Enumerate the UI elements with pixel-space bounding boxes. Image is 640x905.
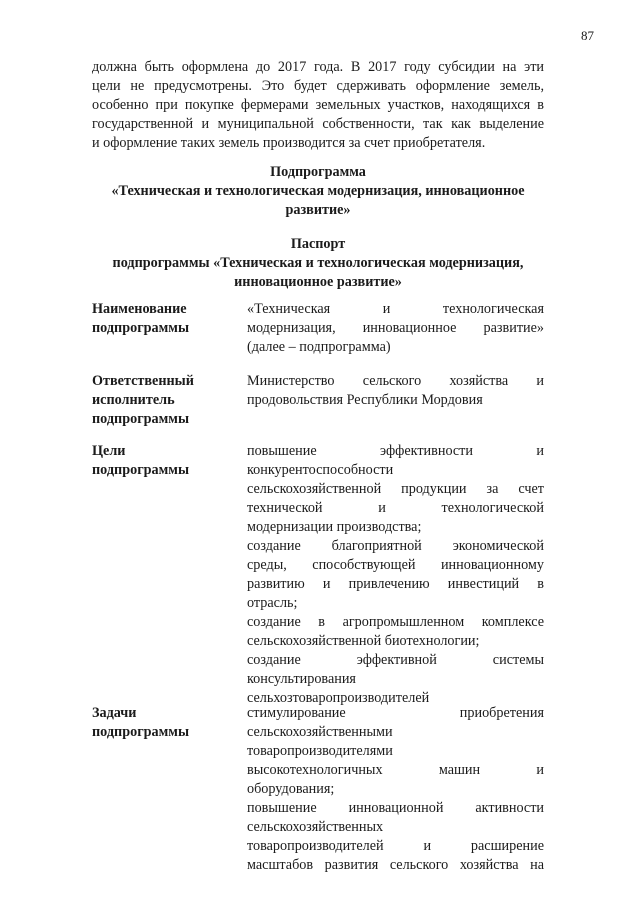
passport-row-goals bbox=[92, 442, 544, 708]
value-line: создание эффективной системы bbox=[247, 652, 544, 668]
row-value bbox=[247, 442, 544, 708]
passport-heading-line: инновационное развитие» bbox=[234, 274, 402, 290]
value-line: технической и технологической bbox=[247, 500, 544, 516]
passport-heading-line: подпрограммы «Техническая и технологическая модернизация, bbox=[112, 255, 524, 271]
intro-paragraph bbox=[92, 58, 544, 153]
value-line: создание в агропромышленном комплексе bbox=[247, 614, 544, 630]
value-line: модернизации производства; bbox=[247, 519, 422, 535]
value-line: отрасль; bbox=[247, 595, 298, 611]
subprogram-heading bbox=[92, 163, 544, 220]
passport-heading-line: Паспорт bbox=[290, 236, 346, 252]
value-line: (далее – подпрограмма) bbox=[247, 339, 391, 355]
value-line: «Техническая и технологическая bbox=[247, 301, 544, 317]
label-line: исполнитель bbox=[92, 392, 175, 408]
label-line: подпрограммы bbox=[92, 724, 190, 740]
value-line: повышение эффективности и bbox=[247, 443, 544, 459]
passport-row-executor bbox=[92, 372, 544, 429]
label-line: Цели bbox=[92, 443, 126, 459]
intro-line: государственной и муниципальной собственности, так как выделение bbox=[92, 116, 544, 132]
label-line: подпрограммы bbox=[92, 411, 190, 427]
row-value bbox=[247, 300, 544, 357]
row-label bbox=[92, 300, 247, 357]
passport-heading bbox=[92, 235, 544, 292]
value-line: сельскохозяйственными bbox=[247, 724, 393, 740]
row-value bbox=[247, 704, 544, 875]
value-line: сельскохозяйственной продукции за счет bbox=[247, 481, 544, 497]
passport-row-tasks bbox=[92, 704, 544, 875]
subprogram-heading-line: развитие» bbox=[285, 202, 351, 218]
value-line: развитию и привлечению инвестиций в bbox=[247, 576, 544, 592]
label-line: Наименование bbox=[92, 301, 187, 317]
row-label bbox=[92, 704, 247, 875]
value-line: создание благоприятной экономической bbox=[247, 538, 544, 554]
value-line: продовольствия Республики Мордовия bbox=[247, 392, 483, 408]
label-line: Задачи bbox=[92, 705, 137, 721]
subprogram-heading-line: Подпрограмма bbox=[270, 164, 366, 180]
value-line: сельскохозяйственной биотехнологии; bbox=[247, 633, 480, 649]
value-line: товаропроизводителей и расширение bbox=[247, 838, 544, 854]
value-line: модернизация, инновационное развитие» bbox=[247, 320, 544, 336]
page-number: 87 bbox=[581, 28, 594, 43]
subprogram-heading-line: «Техническая и технологическая модернизация, инновационное bbox=[111, 183, 525, 199]
label-line: подпрограммы bbox=[92, 462, 190, 478]
passport-row-name bbox=[92, 300, 544, 357]
value-line: конкурентоспособности bbox=[247, 462, 394, 478]
row-label bbox=[92, 372, 247, 429]
intro-line: и оформление таких земель производится за счет приобретателя. bbox=[92, 135, 486, 151]
value-line: сельскохозяйственных bbox=[247, 819, 384, 835]
row-label bbox=[92, 442, 247, 708]
label-line: подпрограммы bbox=[92, 320, 190, 336]
intro-line: особенно при покупке фермерами земельных участков, находящихся в bbox=[92, 97, 544, 113]
value-line: среды, способствующей инновационному bbox=[247, 557, 544, 573]
value-line: высокотехнологичных машин и bbox=[247, 762, 544, 778]
value-line: консультирования bbox=[247, 671, 356, 687]
row-value bbox=[247, 372, 544, 429]
value-line: повышение инновационной активности bbox=[247, 800, 544, 816]
value-line: товаропроизводителями bbox=[247, 743, 393, 759]
value-line: Министерство сельского хозяйства и bbox=[247, 373, 544, 389]
label-line: Ответственный bbox=[92, 373, 194, 389]
value-line: масштабов развития сельского хозяйства на bbox=[247, 857, 544, 873]
intro-line: цели не предусмотрены. Это будет сдерживать оформление земель, bbox=[92, 78, 544, 94]
value-line: стимулирование приобретения bbox=[247, 705, 544, 721]
value-line: оборудования; bbox=[247, 781, 335, 797]
value-line: сельхозтоваропроизводителей bbox=[247, 690, 430, 706]
intro-line: должна быть оформлена до 2017 года. В 2017 году субсидии на эти bbox=[92, 59, 544, 75]
